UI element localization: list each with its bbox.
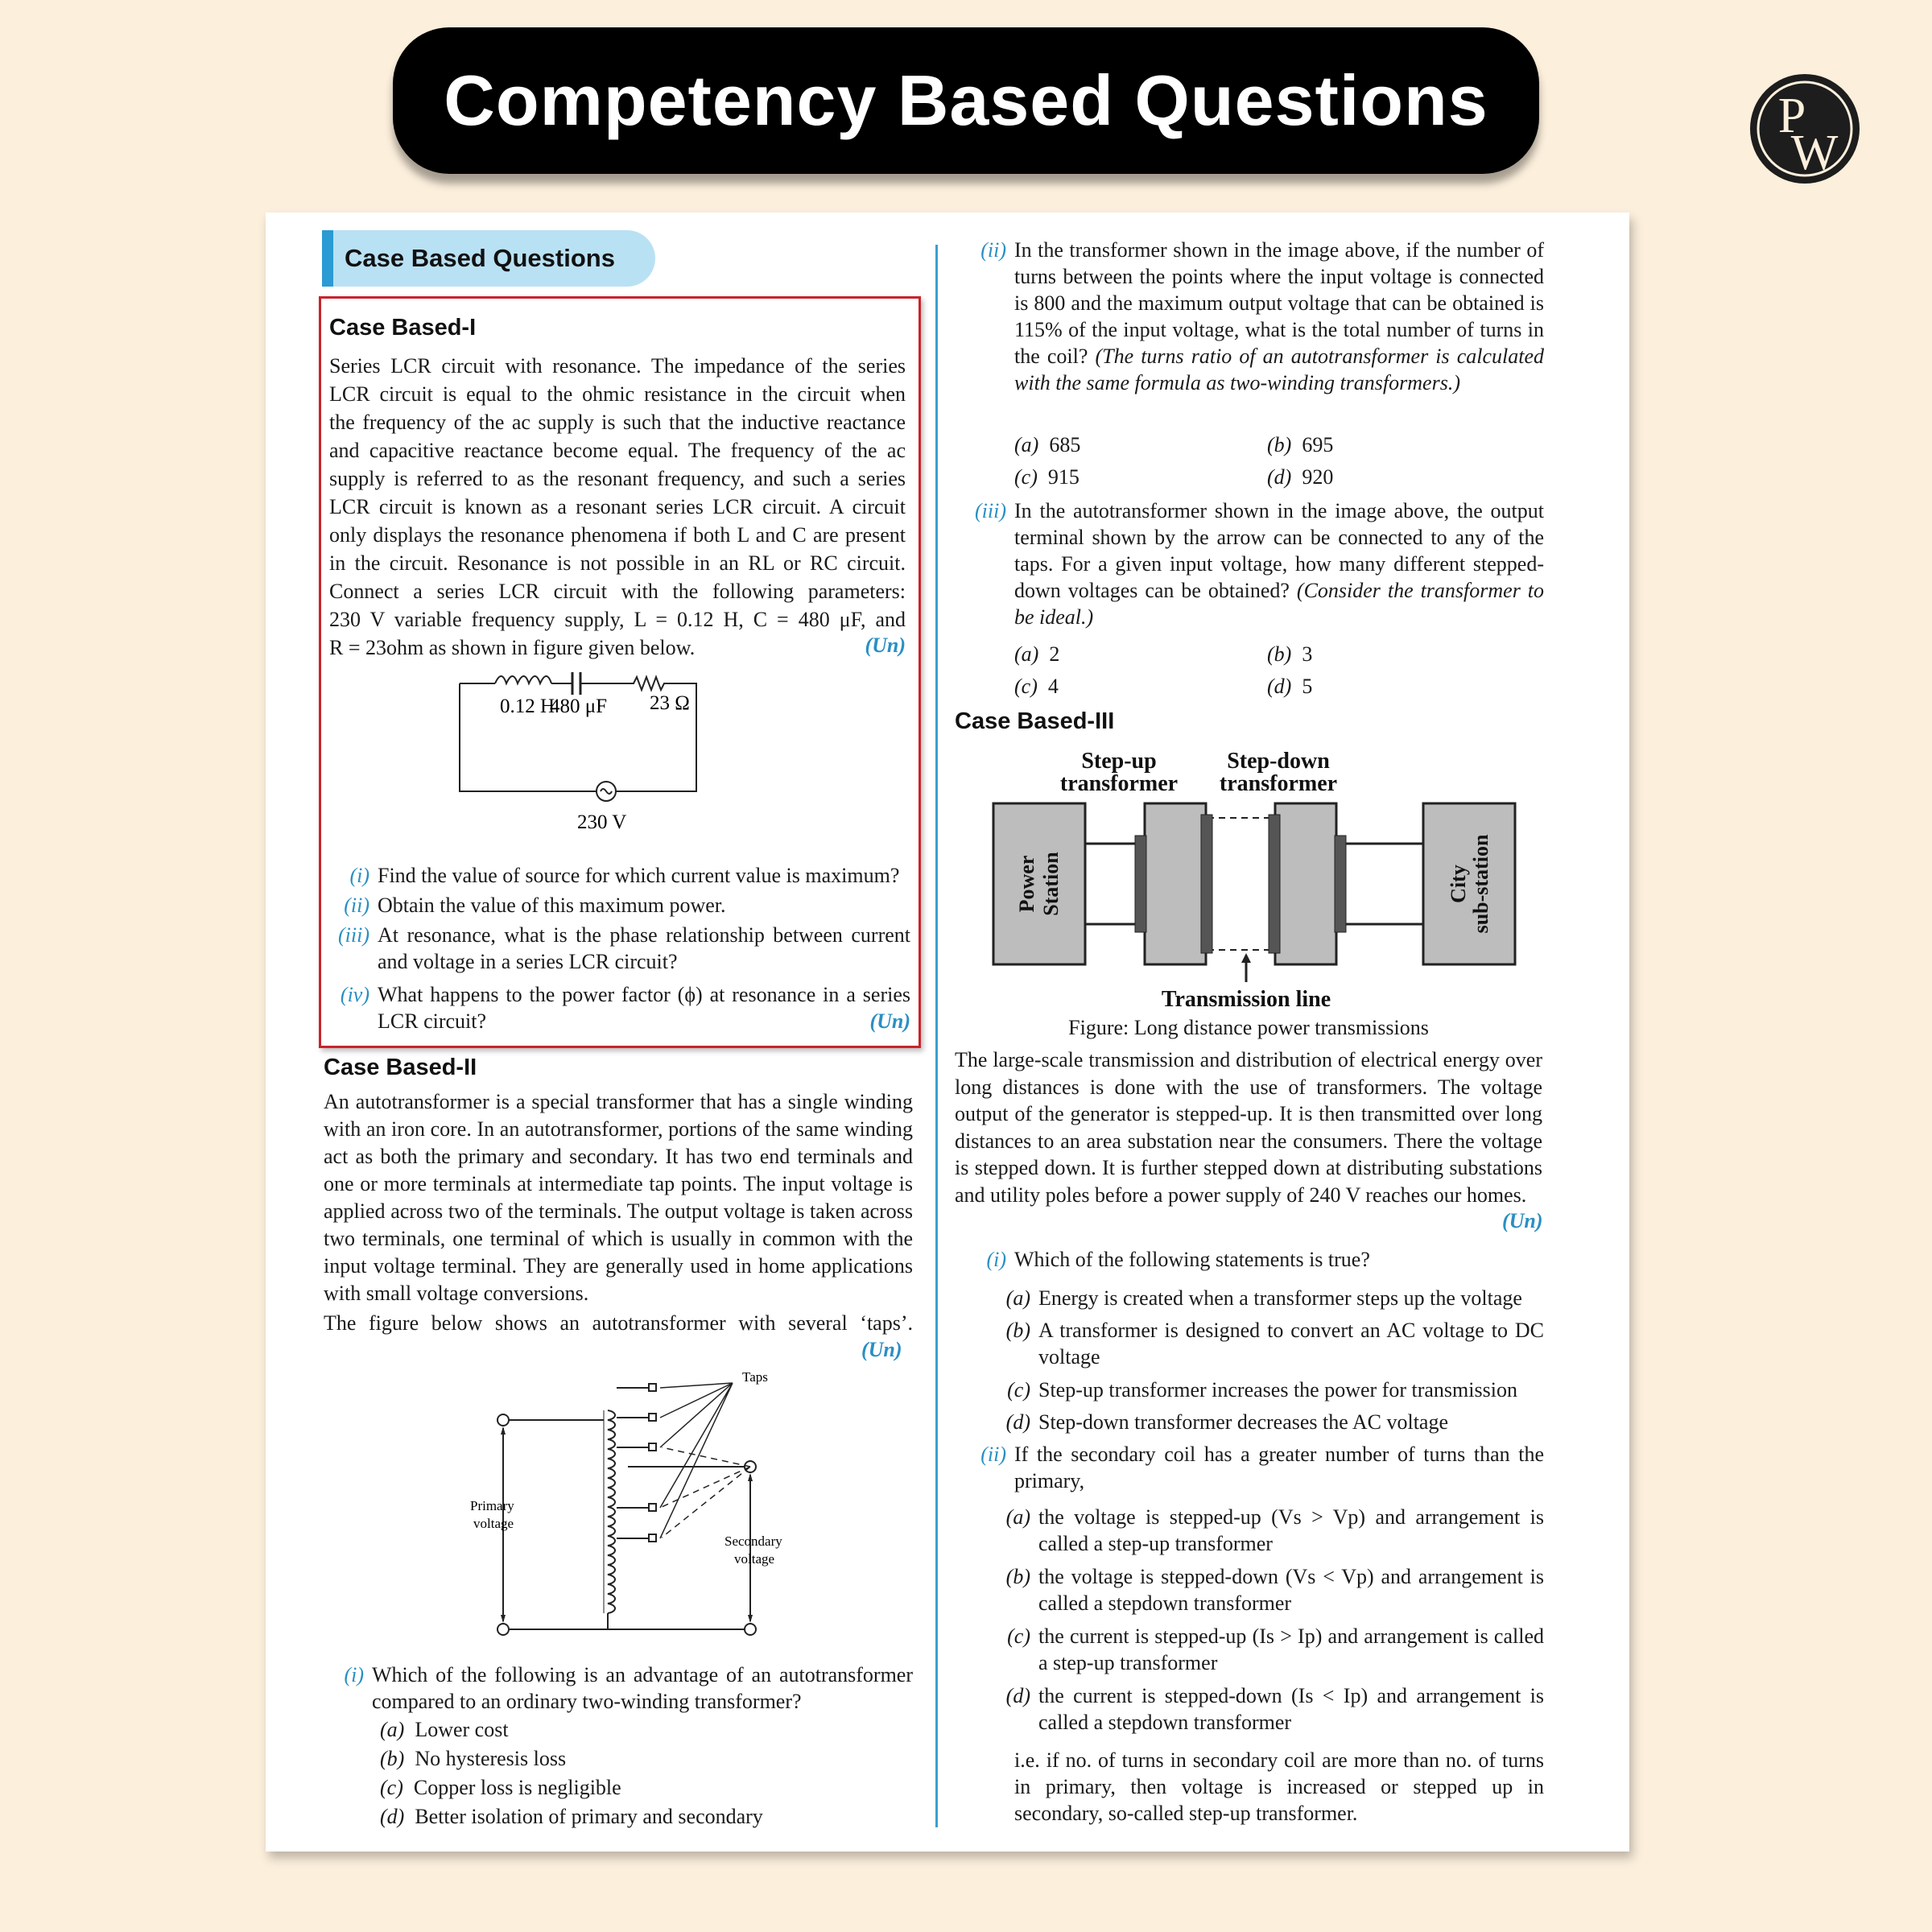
case1-q1: (i) Find the value of source for which current value is maximum? bbox=[349, 864, 900, 887]
case-1-tag: (Un) bbox=[865, 634, 906, 657]
pw-logo bbox=[1747, 71, 1863, 187]
case3-q1: (i) Which of the following statements is true? bbox=[986, 1248, 1370, 1271]
case2-q1-opt-d: (d) Better isolation of primary and secondary bbox=[380, 1805, 763, 1828]
case-2-paragraph-2: The figure below shows an autotransformer with several ‘taps’. bbox=[324, 1311, 913, 1335]
case2-q1: (i) Which of the following is an advantage of an autotransformer compared to an ordinary two-winding transformer? bbox=[344, 1663, 913, 1713]
svg-text:transformer: transformer bbox=[1059, 771, 1179, 796]
autotransformer-diagram bbox=[459, 1372, 797, 1637]
case3-q2-opt-a: (a) the voltage is stepped-up (Vs > Vp) and arrangement is called a step-up transformer bbox=[1005, 1505, 1544, 1555]
capacitor-label: 480 μF bbox=[550, 696, 608, 717]
case3-q1-opt-c: (c) Step-up transformer increases the power for transmission bbox=[1007, 1378, 1517, 1402]
figure-caption: Figure: Long distance power transmissions bbox=[1068, 1016, 1429, 1039]
case-1-paragraph bbox=[329, 352, 906, 662]
taps-label: Taps bbox=[742, 1372, 768, 1385]
case-3-tag: (Un) bbox=[1502, 1209, 1543, 1232]
case3-q2-opt-c: (c) the current is stepped-up (Is > Ip) and arrangement is called a step-up transformer bbox=[1007, 1624, 1544, 1674]
svg-text:transformer: transformer bbox=[1219, 771, 1338, 796]
case2-q2-opt-d: (d) 920 bbox=[1267, 465, 1334, 489]
case3-note: i.e. if no. of turns in secondary coil are more than no. of turns in primary, then voltage is increased or stepped up in secondary, so-called step-up transformer. bbox=[1014, 1748, 1544, 1825]
resistor-label: 23 Ω bbox=[650, 692, 690, 714]
case3-q2-opt-d: (d) the current is stepped-down (Is < Ip) and arrangement is called a stepdown transformer bbox=[1005, 1684, 1544, 1734]
svg-text:voltage: voltage bbox=[734, 1551, 775, 1567]
case1-q2: (ii) Obtain the value of this maximum power. bbox=[344, 894, 726, 917]
case-2-paragraph: An autotransformer is a special transformer that has a single winding with an iron core. In an autotransformer, portions of the same winding act as both the primary and secondary. It has two end terminals and one or more terminals at intermediate tap points. The input voltage is applied across two of the terminals. The output voltage is taken across two terminals, one terminal of which is usually in common with the input voltage terminal. They are generally used in home applications with small voltage conversions. bbox=[324, 1090, 913, 1305]
case-1-para-line: in the circuit. Resonance is not possible in an RL or RC circuit. bbox=[329, 551, 906, 575]
case-1-para-line: R = 23ohm as shown in figure given below. bbox=[329, 636, 696, 659]
case-2-tag: (Un) bbox=[861, 1338, 902, 1361]
primary-label: Primary bbox=[470, 1498, 514, 1513]
source-label: 230 V bbox=[577, 811, 627, 833]
title-banner bbox=[393, 27, 1539, 174]
case3-q1-opt-d: (d) Step-down transformer decreases the AC voltage bbox=[1005, 1410, 1449, 1434]
case2-q2: (ii) In the transformer shown in the image above, if the number of turns between the points where the input voltage is connected is 800 and the maximum output voltage that can be obtained is 115% of the input voltage, what is the total number of turns in the coil? (The turns ratio of an autotransformer is calculated with the same formula as two-winding transformers.) bbox=[980, 238, 1544, 394]
case3-q1-opt-a: (a) Energy is created when a transformer steps up the voltage bbox=[1005, 1286, 1522, 1310]
case-3-heading: Case Based-III bbox=[955, 708, 1115, 734]
lcr-circuit-diagram bbox=[450, 669, 772, 862]
case-1-para-line: LCR circuit is known as a resonant series LCR circuit. A circuit bbox=[329, 495, 906, 518]
case-1-para-line: LCR circuit is equal to the ohmic resistance in the circuit when bbox=[329, 382, 906, 406]
document-page bbox=[266, 213, 1629, 1852]
case2-q2-opt-a: (a) 685 bbox=[1014, 433, 1081, 456]
power-station-label: Power bbox=[1015, 855, 1038, 913]
case-1-para-line: Series LCR circuit with resonance. The impedance of the series bbox=[329, 354, 906, 378]
column-divider bbox=[935, 245, 938, 1827]
case-1-para-line: Connect a series LCR circuit with the following parameters: bbox=[329, 580, 906, 603]
page-title: Competency Based Questions bbox=[444, 60, 1488, 140]
case2-q2-opt-b: (b) 695 bbox=[1267, 433, 1334, 456]
city-substation-label: City bbox=[1447, 865, 1470, 903]
case-1-para-line: the frequency of the ac supply is such that the inductive reactance bbox=[329, 411, 906, 434]
step-up-label: Step-up bbox=[1081, 749, 1157, 774]
case2-q1-opt-a: (a) Lower cost bbox=[380, 1718, 509, 1741]
secondary-label: Secondary bbox=[724, 1534, 782, 1549]
case2-q2-opt-c: (c) 915 bbox=[1014, 465, 1080, 489]
case-1-para-line: only displays the resonance phenomena if both L and C are present bbox=[329, 523, 906, 547]
case-1-para-line: 230 V variable frequency supply, L = 0.12 H, C = 480 μF, and bbox=[329, 608, 906, 631]
case-1-para-line: supply is referred to as the resonant frequency, and such a series bbox=[329, 467, 906, 490]
case3-q2: (ii) If the secondary coil has a greater number of turns than the primary, bbox=[980, 1443, 1544, 1492]
case1-q3: (iii) At resonance, what is the phase relationship between current and voltage in a series LCR circuit? bbox=[338, 923, 910, 973]
case-2-heading: Case Based-II bbox=[324, 1055, 477, 1080]
case-1-heading: Case Based-I bbox=[329, 315, 477, 341]
svg-text:W: W bbox=[1790, 126, 1839, 180]
section-tab: Case Based Questions bbox=[322, 230, 655, 287]
case2-q1-opt-c: (c) Copper loss is negligible bbox=[380, 1776, 621, 1799]
svg-text:Station: Station bbox=[1039, 852, 1063, 916]
case-1-box bbox=[319, 296, 921, 1048]
svg-text:sub-station: sub-station bbox=[1469, 834, 1492, 934]
svg-text:voltage: voltage bbox=[473, 1516, 514, 1531]
case2-q1-opt-b: (b) No hysteresis loss bbox=[380, 1747, 567, 1770]
case-3-paragraph: The large-scale transmission and distribution of electrical energy over long distances is done with the use of transformers. The voltage output of the generator is stepped-up. It is then transmitted over long distances to an area substation near the consumers. There the voltage is stepped down. It is further stepped down at distributing substations and utility poles before a power supply of 240 V reaches our homes. bbox=[955, 1048, 1542, 1207]
case1-q4-tag: (Un) bbox=[869, 1009, 910, 1033]
case-1-para-line: and capacitive reactance become equal. The frequency of the ac bbox=[329, 439, 906, 462]
transmission-line-label: Transmission line bbox=[1161, 987, 1331, 1012]
case3-q2-opt-b: (b) the voltage is stepped-down (Vs < Vp) and arrangement is called a stepdown transformer bbox=[1005, 1565, 1544, 1615]
case2-q3-opt-a: (a) 2 bbox=[1014, 642, 1060, 666]
case2-q3-opt-b: (b) 3 bbox=[1267, 642, 1313, 666]
inductor-label: 0.12 H bbox=[500, 696, 555, 717]
case1-q4: (iv) What happens to the power factor (ϕ) at resonance in a series LCR circuit? (Un) bbox=[340, 983, 910, 1033]
case3-q1-opt-b: (b) A transformer is designed to convert an AC voltage to DC voltage bbox=[1005, 1319, 1544, 1368]
case2-q3: (iii) In the autotransformer shown in the image above, the output terminal shown by the arrow can be connected to any of the taps. For a given input voltage, how many different stepped-down voltages can be obtained? (Consider the transformer to be ideal.) bbox=[975, 499, 1545, 629]
case2-q3-opt-c: (c) 4 bbox=[1014, 675, 1059, 698]
case2-q3-opt-d: (d) 5 bbox=[1267, 675, 1313, 698]
step-down-label: Step-down bbox=[1227, 749, 1330, 774]
logo-letters: P bbox=[1777, 89, 1806, 143]
